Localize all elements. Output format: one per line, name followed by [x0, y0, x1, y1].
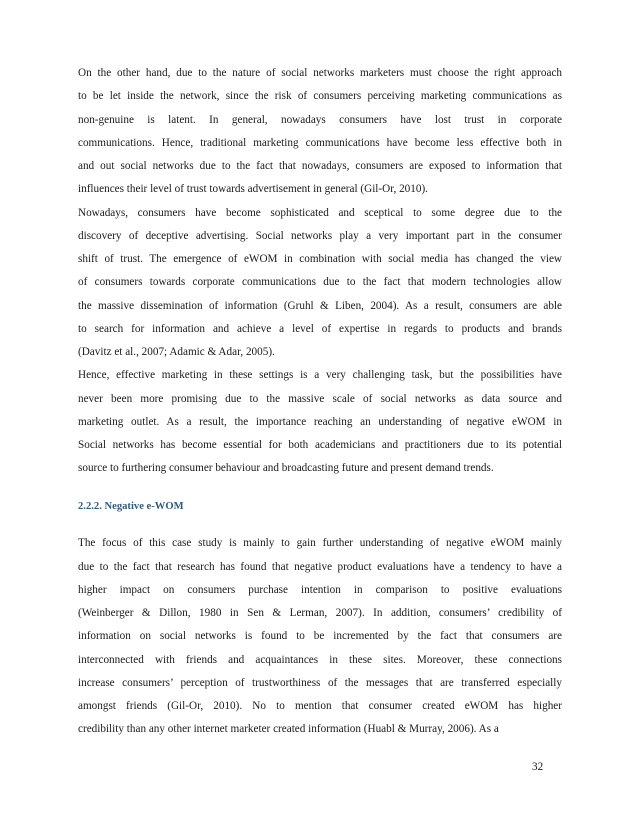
- text-line: of consumers towards corporate communications due to the fact that modern technologies allow: [78, 276, 562, 289]
- text-line: shift of trust. The emergence of eWOM in combination with social media has changed the view: [78, 253, 562, 265]
- text-line: influences their level of trust towards advertisement in general (Gil-Or, 2010).: [78, 183, 428, 196]
- paragraph-4: [78, 536, 562, 736]
- text-line: On the other hand, due to the nature of social networks marketers must choose the right approach: [78, 67, 562, 79]
- text-line: interconnected with friends and acquaintances in these sites. Moreover, these connections: [78, 653, 562, 666]
- text-line: Nowadays, consumers have become sophisticated and sceptical to some degree due to the: [78, 206, 562, 219]
- text-line: discovery of deceptive advertising. Social networks play a very important part in the consumer: [78, 229, 562, 242]
- text-line: marketing outlet. As a result, the importance reaching an understanding of negative eWOM in: [78, 415, 562, 428]
- document-page: [78, 66, 562, 746]
- text-line: communications. Hence, traditional marketing communications have become less effective both in: [78, 136, 562, 149]
- text-line: Hence, effective marketing in these settings is a very challenging task, but the possibilities have: [78, 369, 562, 382]
- text-line: non-genuine is latent. In general, nowadays consumers have lost trust in corporate: [78, 113, 562, 126]
- text-line: to be let inside the network, since the risk of consumers perceiving marketing communications as: [78, 90, 562, 103]
- text-line: The focus of this case study is mainly to gain further understanding of negative eWOM mainly: [78, 537, 562, 550]
- paragraph-2: [78, 206, 562, 360]
- text-line: amongst friends (Gil-Or, 2010). No to mention that consumer created eWOM has higher: [78, 700, 562, 712]
- text-line: information on social networks is found to be incremented by the fact that consumers are: [78, 630, 562, 643]
- text-line: Social networks has become essential for both academicians and practitioners due to its potential: [78, 439, 562, 451]
- text-line: to search for information and achieve a level of expertise in regards to products and brands: [78, 322, 562, 335]
- text-line: (Weinberger & Dillon, 1980 in Sen & Lerman, 2007). In addition, consumers’ credibility of: [78, 607, 562, 619]
- text-line: higher impact on consumers purchase intention in comparison to positive evaluations: [78, 583, 562, 596]
- text-line: (Davitz et al., 2007; Adamic & Adar, 2005).: [78, 346, 275, 358]
- text-line: the massive dissemination of information (Gruhl & Liben, 2004). As a result, consumers are able: [78, 299, 562, 312]
- text-line: credibility than any other internet marketer created information (Huabl & Murray, 2006). As a: [78, 723, 499, 736]
- page-number: 32: [532, 761, 544, 773]
- text-line: and out social networks due to the fact that nowadays, consumers are exposed to information that: [78, 160, 562, 172]
- text-line: increase consumers’ perception of trustworthiness of the messages that are transferred especially: [78, 676, 562, 689]
- section-heading: 2.2.2. Negative e-WOM: [78, 501, 184, 513]
- text-line: source to furthering consumer behaviour and broadcasting future and present demand trends.: [78, 462, 494, 475]
- paragraph-3: [78, 368, 562, 475]
- text-line: never been more promising due to the massive scale of social networks as data source and: [78, 392, 562, 405]
- text-line: due to the fact that research has found that negative product evaluations have a tendency to have a: [78, 560, 562, 573]
- paragraph-1: [78, 66, 562, 196]
